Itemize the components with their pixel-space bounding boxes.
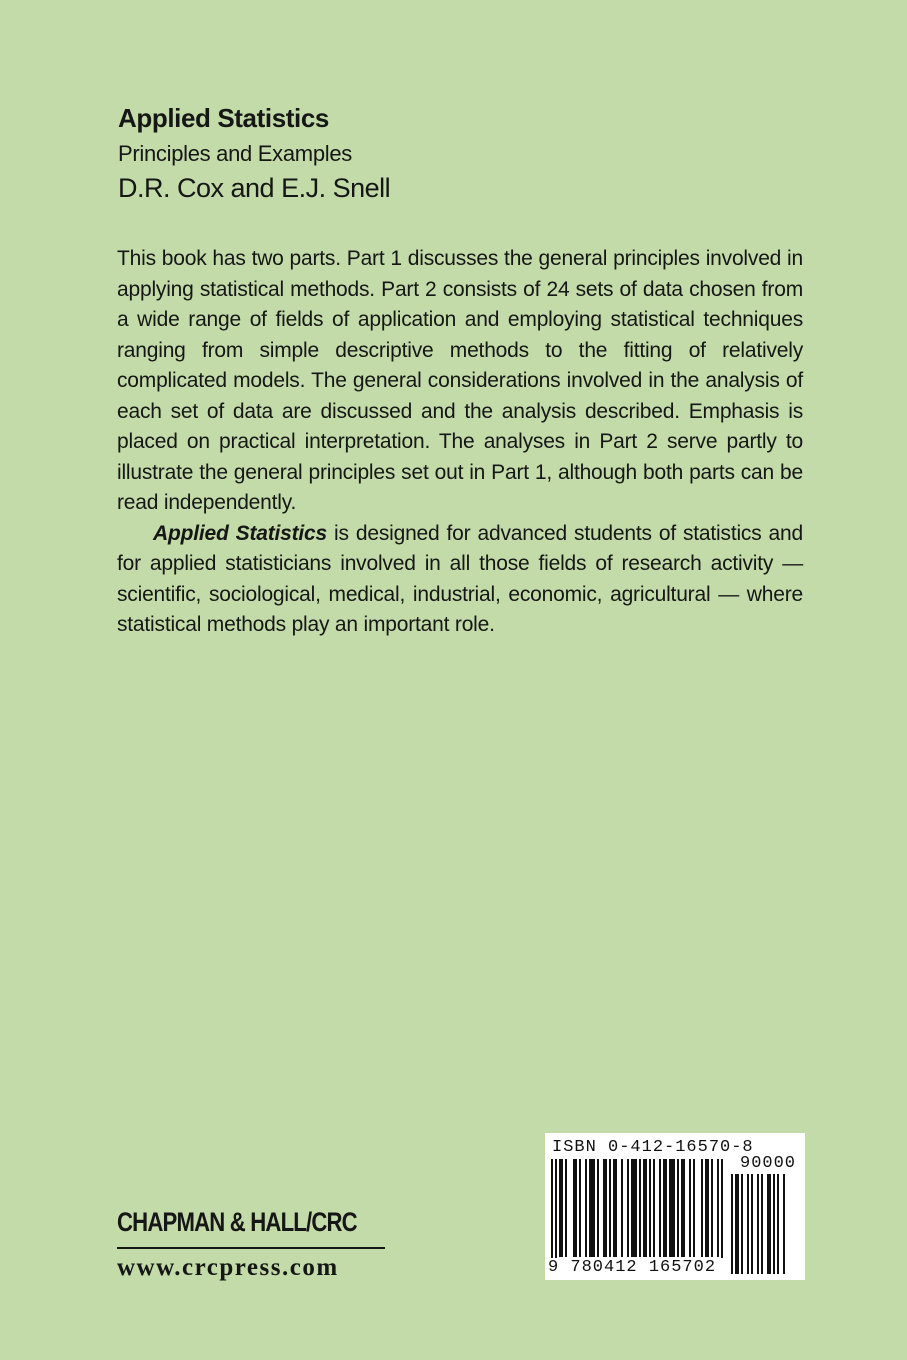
price-code: 90000: [740, 1154, 797, 1173]
isbn-label: ISBN 0-412-16570-8: [552, 1138, 754, 1157]
description-paragraph-2: [117, 519, 803, 641]
ean-digits: 9 780412 165702: [548, 1258, 726, 1277]
publisher-website: www.crcpress.com: [117, 1254, 339, 1281]
publisher-name: CHAPMAN & HALL/CRC: [117, 1207, 357, 1237]
description-paragraph-1: This book has two parts. Part 1 discusses the general principles involved in applying statistical methods. Part 2 consists of 24 sets of data chosen from a wide range of fields of application and employing statistical techniques ranging from simple descriptive methods to the fitting of relatively complicated models. The general considerations involved in the analysis of each set of data are discussed and the analysis described. Emphasis is placed on practical interpretation. The analyses in Part 2 serve partly to illustrate the general principles set out in Part 1, although both parts can be read independently.: [117, 247, 803, 514]
description-paragraph-2-text: is designed for advanced students of statistics and for applied statisticians involved in all those fields of research activity — scientific, sociological, medical, industrial, economic, agricultural — where statistical methods play an important role.: [117, 521, 803, 636]
price-barcode-icon: [731, 1174, 797, 1274]
book-authors: D.R. Cox and E.J. Snell: [118, 173, 391, 203]
ean-barcode-icon: [551, 1159, 729, 1273]
book-subtitle: Principles and Examples: [118, 141, 352, 166]
emphasis-title: Applied Statistics: [153, 521, 328, 545]
barcode-panel: [545, 1133, 805, 1280]
book-title: Applied Statistics: [118, 103, 329, 133]
book-description: [117, 244, 803, 641]
publisher-divider: [117, 1247, 385, 1249]
